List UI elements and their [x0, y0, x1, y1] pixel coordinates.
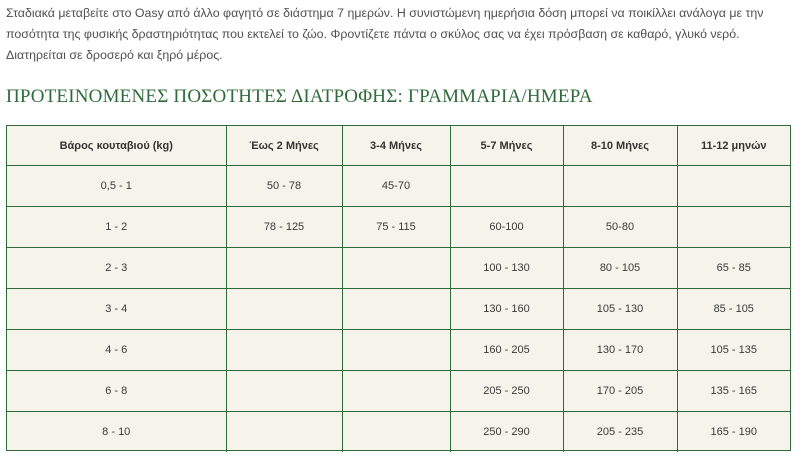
header-11-12-months: 11-12 μηνών — [677, 126, 790, 166]
table-cell: 80 - 105 — [563, 248, 677, 289]
table-cell — [342, 289, 450, 330]
table-cell: 250 - 290 — [450, 412, 563, 453]
table-row — [7, 371, 790, 412]
feeding-table — [7, 126, 790, 452]
table-cell: 50-80 — [563, 207, 677, 248]
table-header-row — [7, 126, 790, 166]
table-cell — [226, 289, 342, 330]
table-cell-weight: 6 - 8 — [7, 371, 226, 412]
table-cell-weight: 8 - 10 — [7, 412, 226, 453]
table-row — [7, 330, 790, 371]
table-row — [7, 248, 790, 289]
header-up-to-2-months: Έως 2 Μήνες — [226, 126, 342, 166]
table-cell: 205 - 235 — [563, 412, 677, 453]
table-cell — [342, 412, 450, 453]
intro-paragraph: Σταδιακά μεταβείτε στο Oasy από άλλο φαγητό σε διάστημα 7 ημερών. Η συνιστώμενη ημερήσια δόση μπορεί να ποικίλλει ανάλογα με την ποσότητα της φυσικής δραστηριότητας που εκτελεί το ζώο. Φροντίζετε πάντα ο σκύλος σας να έχει πρόσβαση σε καθαρό, γλυκό νερό. Διατηρείται σε δροσερό και ξηρό μέρος. — [6, 6, 764, 62]
table-cell: 135 - 165 — [677, 371, 790, 412]
feeding-table-heading: ΠΡΟΤΕΙΝΟΜΕΝΕΣ ΠΟΣΟΤΗΤΕΣ ΔΙΑΤΡΟΦΗΣ: ΓΡΑΜΜΑΡΙΑ/ΗΜΕΡΑ — [6, 86, 593, 107]
table-cell — [677, 166, 790, 207]
table-cell: 75 - 115 — [342, 207, 450, 248]
feeding-table-container — [6, 125, 791, 451]
table-cell — [563, 166, 677, 207]
table-cell: 130 - 160 — [450, 289, 563, 330]
table-cell — [226, 248, 342, 289]
table-cell-weight: 3 - 4 — [7, 289, 226, 330]
table-cell: 85 - 105 — [677, 289, 790, 330]
table-row — [7, 412, 790, 453]
table-cell — [342, 371, 450, 412]
table-cell — [226, 371, 342, 412]
table-cell-weight: 0,5 - 1 — [7, 166, 226, 207]
table-cell: 130 - 170 — [563, 330, 677, 371]
table-cell: 65 - 85 — [677, 248, 790, 289]
table-cell-weight: 1 - 2 — [7, 207, 226, 248]
table-cell: 100 - 130 — [450, 248, 563, 289]
table-cell-weight: 2 - 3 — [7, 248, 226, 289]
table-row — [7, 166, 790, 207]
table-cell: 170 - 205 — [563, 371, 677, 412]
table-cell: 105 - 135 — [677, 330, 790, 371]
table-cell: 105 - 130 — [563, 289, 677, 330]
table-cell: 205 - 250 — [450, 371, 563, 412]
table-cell — [450, 166, 563, 207]
table-cell: 50 - 78 — [226, 166, 342, 207]
header-5-7-months: 5-7 Μήνες — [450, 126, 563, 166]
table-cell: 165 - 190 — [677, 412, 790, 453]
table-cell: 45-70 — [342, 166, 450, 207]
table-cell — [342, 330, 450, 371]
table-row — [7, 207, 790, 248]
table-cell-weight: 4 - 6 — [7, 330, 226, 371]
table-cell — [226, 330, 342, 371]
header-3-4-months: 3-4 Μήνες — [342, 126, 450, 166]
table-cell — [226, 412, 342, 453]
table-cell: 160 - 205 — [450, 330, 563, 371]
header-8-10-months: 8-10 Μήνες — [563, 126, 677, 166]
header-weight: Βάρος κουταβιού (kg) — [7, 126, 226, 166]
table-cell: 78 - 125 — [226, 207, 342, 248]
table-row — [7, 289, 790, 330]
table-cell — [342, 248, 450, 289]
table-cell: 60-100 — [450, 207, 563, 248]
table-cell — [677, 207, 790, 248]
